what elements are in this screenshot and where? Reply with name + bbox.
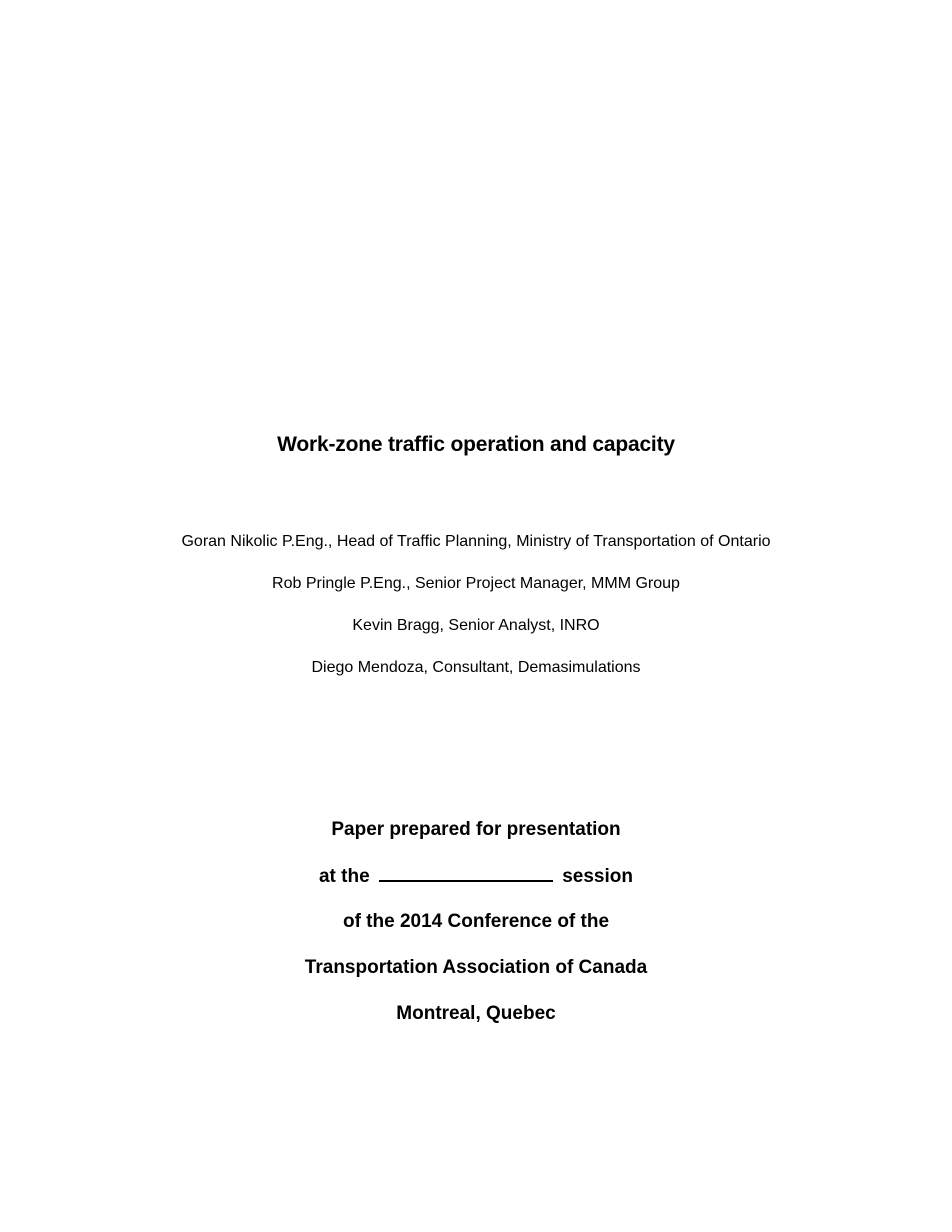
session-suffix: session — [562, 866, 633, 887]
author-line: Goran Nikolic P.Eng., Head of Traffic Planning, Ministry of Transportation of Ontario — [181, 533, 771, 550]
presentation-line-1: Paper prepared for presentation — [331, 819, 621, 840]
presentation-block — [0, 816, 952, 1046]
author-line: Rob Pringle P.Eng., Senior Project Manager, MMM Group — [272, 575, 680, 592]
presentation-line-3: of the 2014 Conference of the — [342, 911, 610, 932]
paper-title: Work-zone traffic operation and capacity — [277, 433, 675, 456]
author-line: Diego Mendoza, Consultant, Demasimulations — [311, 659, 641, 676]
author-line: Kevin Bragg, Senior Analyst, INRO — [352, 617, 600, 634]
session-prefix: at the — [318, 866, 370, 887]
session-blank-line — [379, 862, 553, 882]
presentation-line-4: Transportation Association of Canada — [304, 957, 648, 978]
presentation-line-2 — [0, 862, 952, 908]
author-list — [0, 530, 952, 698]
presentation-line-5: Montreal, Quebec — [396, 1003, 556, 1024]
